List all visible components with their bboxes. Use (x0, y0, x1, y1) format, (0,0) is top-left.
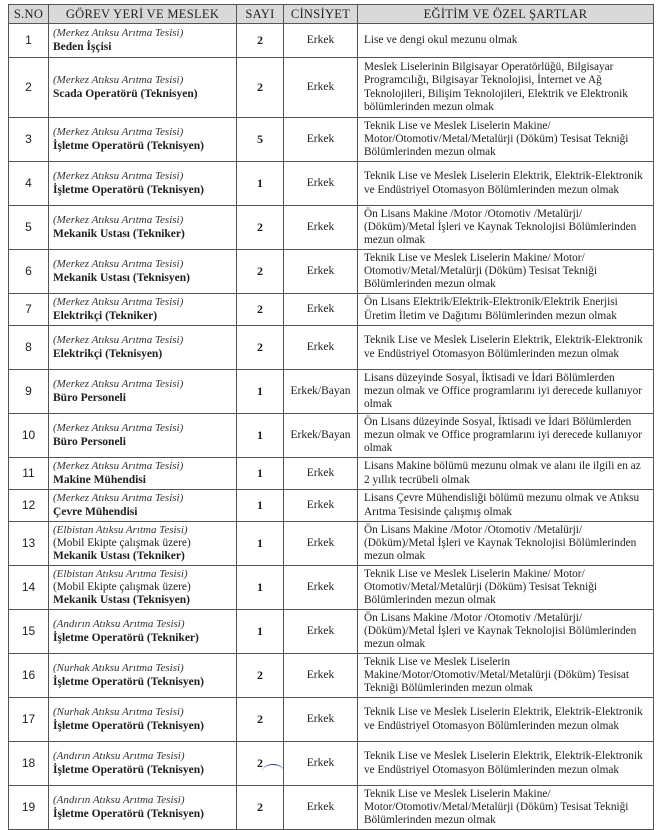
job-cell (49, 786, 237, 830)
table-header-row (9, 5, 654, 24)
requirements: Teknik Lise ve Meslek Liselerin Makine/ Motor/Otomotiv/Metal/Metalürji (Döküm) Tesisat Tekniği Bölümlerinden mezun olmak (358, 118, 654, 162)
headcount: 2 (237, 654, 284, 698)
table-row (9, 786, 654, 830)
gender: Erkek (284, 458, 358, 490)
header-cinsiyet: CİNSİYET (284, 5, 358, 24)
headcount: 1 (237, 458, 284, 490)
gender: Erkek (284, 294, 358, 326)
requirements: Lisans Çevre Mühendisliği bölümü mezunu olmak ve Atıksu Arıtma Tesisinde çalışmış olmak (358, 490, 654, 522)
requirements: Lisans Makine bölümü mezunu olmak ve alanı ile ilgili en az 2 yıllık tecrübeli olmak (358, 458, 654, 490)
row-number: 8 (9, 326, 49, 370)
job-title: Mekanik Ustası (Teknisyen) (53, 594, 190, 607)
requirements: Ön Lisans Makine /Motor /Otomotiv /Metalürji/ (Döküm)/Metal İşleri ve Kaynak Teknolojisi Bölümlerinden mezun olmak (358, 522, 654, 566)
headcount: 5 (237, 118, 284, 162)
requirements: Lisans düzeyinde Sosyal, İktisadi ve İdari Bölümlerden mezun olmak ve Office programlarını iyi derecede kullanıyor olmak (358, 370, 654, 414)
table-row (9, 326, 654, 370)
requirements: Teknik Lise ve Meslek Liselerin Makine/ Motor/ Otomotiv/Metal/Metalürji (Döküm) Tesisat Tekniği Bölümlerinden mezun olmak (358, 566, 654, 610)
row-number: 2 (9, 58, 49, 118)
headcount: 2 (237, 58, 284, 118)
workplace: (Merkez Atıksu Arıtma Tesisi) (53, 378, 184, 391)
job-title: İşletme Operatörü (Teknisyen) (53, 183, 204, 196)
row-number: 13 (9, 522, 49, 566)
job-requirements-table (8, 4, 654, 830)
job-cell (49, 654, 237, 698)
headcount: 2 (237, 294, 284, 326)
workplace-note: (Mobil Ekipte çalışmak üzere) (53, 580, 191, 593)
row-number: 4 (9, 162, 49, 206)
workplace: (Merkez Atıksu Arıtma Tesisi) (53, 258, 184, 271)
job-cell (49, 162, 237, 206)
gender: Erkek (284, 490, 358, 522)
table-row (9, 24, 654, 58)
pen-mark (262, 764, 284, 779)
requirements: Meslek Liselerinin Bilgisayar Operatörlüğü, Bilgisayar Programcılığı, Bilgisayar Teknolojisi, İnternet ve Ağ Teknolojileri, Bilişim Teknolojileri, Elektrik ve Elektronik bölümlerinden mezun olmak (358, 58, 654, 118)
job-title: İşletme Operatörü (Teknisyen) (53, 807, 204, 820)
row-number: 15 (9, 610, 49, 654)
gender: Erkek (284, 162, 358, 206)
workplace: (Nurhak Atıksu Arıtma Tesisi) (53, 706, 184, 719)
workplace: (Merkez Atıksu Arıtma Tesisi) (53, 422, 184, 435)
row-number: 18 (9, 742, 49, 786)
workplace: (Nurhak Atıksu Arıtma Tesisi) (53, 662, 184, 675)
gender: Erkek (284, 250, 358, 294)
job-cell (49, 490, 237, 522)
table-row (9, 206, 654, 250)
gender: Erkek (284, 786, 358, 830)
requirements: Ön Lisans Elektrik/Elektrik-Elektronik/Elektrik Enerjisi Üretim İletim ve Dağıtımı Bölümlerinden mezun olmak (358, 294, 654, 326)
row-number: 5 (9, 206, 49, 250)
job-title: Elektrikçi (Teknisyen) (53, 347, 163, 360)
job-title: Mekanik Ustası (Teknisyen) (53, 271, 190, 284)
table-row (9, 370, 654, 414)
job-title: İşletme Operatörü (Teknisyen) (53, 763, 204, 776)
job-title: İşletme Operatörü (Teknisyen) (53, 139, 204, 152)
job-cell (49, 294, 237, 326)
requirements: Teknik Lise ve Meslek Liselerin Makine/ Motor/ Otomotiv/Metal/Metalürji (Döküm) Tesisat Tekniği Bölümlerinden mezun olmak (358, 250, 654, 294)
requirements: Lise ve dengi okul mezunu olmak (358, 24, 654, 58)
table-row (9, 490, 654, 522)
workplace: (Elbistan Atıksu Arıtma Tesisi) (53, 567, 188, 580)
job-title: Büro Personeli (53, 391, 126, 404)
requirements: Teknik Lise ve Meslek Liselerin Elektrik, Elektrik-Elektronik ve Endüstriyel Otomasyon Bölümlerinden mezun olmak (358, 162, 654, 206)
table-body (9, 24, 654, 830)
requirements: Ön Lisans Makine /Motor /Otomotiv /Metalürji/ (Döküm)/Metal İşleri ve Kaynak Teknolojisi Bölümlerinden mezun olmak (358, 610, 654, 654)
headcount: 2 (237, 24, 284, 58)
job-cell (49, 370, 237, 414)
job-cell (49, 326, 237, 370)
job-title: İşletme Operatörü (Teknisyen) (53, 719, 204, 732)
header-egitim: EĞİTİM VE ÖZEL ŞARTLAR (358, 5, 654, 24)
row-number: 16 (9, 654, 49, 698)
job-cell (49, 458, 237, 490)
job-title: Çevre Mühendisi (53, 505, 138, 518)
header-gorev: GÖREV YERİ VE MESLEK (49, 5, 237, 24)
requirements: Ön Lisans düzeyinde Sosyal, İktisadi ve İdari Bölümlerden mezun olmak ve Office programlarını iyi derecede kullanıyor olmak (358, 414, 654, 458)
header-sayi: SAYI (237, 5, 284, 24)
table-row (9, 414, 654, 458)
headcount: 1 (237, 370, 284, 414)
requirements: Teknik Lise ve Meslek Liselerin Makine/ Motor/Otomotiv/Metal/Metalürji (Döküm) Tesisat Tekniği Bölümlerinden mezun olmak (358, 786, 654, 830)
table-row (9, 294, 654, 326)
table-row (9, 698, 654, 742)
header-sno: S.NO (9, 5, 49, 24)
job-cell (49, 58, 237, 118)
headcount: 1 (237, 566, 284, 610)
table-row (9, 458, 654, 490)
table-row (9, 742, 654, 786)
job-title: Mekanik Ustası (Tekniker) (53, 550, 185, 563)
workplace: (Andırın Atıksu Arıtma Tesisi) (53, 794, 185, 807)
gender: Erkek (284, 118, 358, 162)
job-cell (49, 610, 237, 654)
job-title: Scada Operatörü (Teknisyen) (53, 87, 198, 100)
table-row (9, 250, 654, 294)
job-cell (49, 206, 237, 250)
table-row (9, 522, 654, 566)
job-cell (49, 698, 237, 742)
row-number: 1 (9, 24, 49, 58)
workplace: (Merkez Atıksu Arıtma Tesisi) (53, 27, 184, 40)
job-cell (49, 566, 237, 610)
gender: Erkek (284, 742, 358, 786)
workplace: (Merkez Atıksu Arıtma Tesisi) (53, 460, 184, 473)
requirements: Teknik Lise ve Meslek Liselerin Makine/Motor/Otomotiv/Metal/Metalürji (Döküm) Tesisat Tekniği Bölümlerinden mezun olmak (358, 654, 654, 698)
headcount: 1 (237, 162, 284, 206)
job-title: İşletme Operatörü (Teknisyen) (53, 675, 204, 688)
requirements: Teknik Lise ve Meslek Liselerin Elektrik, Elektrik-Elektronik ve Endüstriyel Otomasyon Bölümlerinden mezun olmak (358, 698, 654, 742)
document-sheet (8, 4, 653, 830)
workplace-note: (Mobil Ekipte çalışmak üzere) (53, 536, 191, 549)
job-title: Büro Personeli (53, 435, 126, 448)
gender: Erkek (284, 58, 358, 118)
table-row (9, 118, 654, 162)
workplace: (Andırın Atıksu Arıtma Tesisi) (53, 750, 185, 763)
workplace: (Merkez Atıksu Arıtma Tesisi) (53, 492, 184, 505)
row-number: 6 (9, 250, 49, 294)
headcount: 2 (237, 742, 284, 786)
gender: Erkek (284, 326, 358, 370)
job-cell (49, 414, 237, 458)
row-number: 19 (9, 786, 49, 830)
gender: Erkek (284, 566, 358, 610)
headcount: 1 (237, 490, 284, 522)
gender: Erkek/Bayan (284, 370, 358, 414)
workplace: (Andırın Atıksu Arıtma Tesisi) (53, 618, 185, 631)
workplace: (Merkez Atıksu Arıtma Tesisi) (53, 126, 184, 139)
headcount: 2 (237, 786, 284, 830)
workplace: (Merkez Atıksu Arıtma Tesisi) (53, 214, 184, 227)
job-title: Elektrikçi (Tekniker) (53, 309, 158, 322)
job-title: Beden İşçisi (53, 40, 112, 53)
gender: Erkek (284, 206, 358, 250)
headcount: 2 (237, 206, 284, 250)
gender: Erkek/Bayan (284, 414, 358, 458)
row-number: 11 (9, 458, 49, 490)
job-cell (49, 522, 237, 566)
headcount: 2 (237, 250, 284, 294)
headcount: 2 (237, 698, 284, 742)
workplace: (Merkez Atıksu Arıtma Tesisi) (53, 170, 184, 183)
gender: Erkek (284, 522, 358, 566)
gender: Erkek (284, 698, 358, 742)
row-number: 9 (9, 370, 49, 414)
job-title: İşletme Operatörü (Tekniker) (53, 631, 199, 644)
gender: Erkek (284, 610, 358, 654)
requirements: Ön Lisans Makine /Motor /Otomotiv /Metalürji/ (Döküm)/Metal İşleri ve Kaynak Teknolojisi Bölümlerinden mezun olmak (358, 206, 654, 250)
gender: Erkek (284, 654, 358, 698)
job-cell (49, 250, 237, 294)
headcount: 1 (237, 414, 284, 458)
row-number: 17 (9, 698, 49, 742)
job-cell (49, 24, 237, 58)
workplace: (Merkez Atıksu Arıtma Tesisi) (53, 74, 184, 87)
job-cell (49, 118, 237, 162)
requirements: Teknik Lise ve Meslek Liselerin Elektrik, Elektrik-Elektronik ve Endüstriyel Otomasyon Bölümlerinden mezun olmak (358, 326, 654, 370)
row-number: 7 (9, 294, 49, 326)
requirements: Teknik Lise ve Meslek Liselerin Elektrik, Elektrik-Elektronik ve Endüstriyel Otomasyon Bölümlerinden mezun olmak (358, 742, 654, 786)
row-number: 10 (9, 414, 49, 458)
workplace: (Merkez Atıksu Arıtma Tesisi) (53, 296, 184, 309)
headcount: 1 (237, 522, 284, 566)
table-row (9, 610, 654, 654)
workplace: (Elbistan Atıksu Arıtma Tesisi) (53, 523, 188, 536)
table-row (9, 58, 654, 118)
gender: Erkek (284, 24, 358, 58)
workplace: (Merkez Atıksu Arıtma Tesisi) (53, 334, 184, 347)
headcount: 1 (237, 610, 284, 654)
job-cell (49, 742, 237, 786)
table-row (9, 654, 654, 698)
row-number: 14 (9, 566, 49, 610)
row-number: 3 (9, 118, 49, 162)
row-number: 12 (9, 490, 49, 522)
table-row (9, 566, 654, 610)
headcount: 2 (237, 326, 284, 370)
table-row (9, 162, 654, 206)
job-title: Makine Mühendisi (53, 473, 146, 486)
job-title: Mekanik Ustası (Tekniker) (53, 227, 185, 240)
